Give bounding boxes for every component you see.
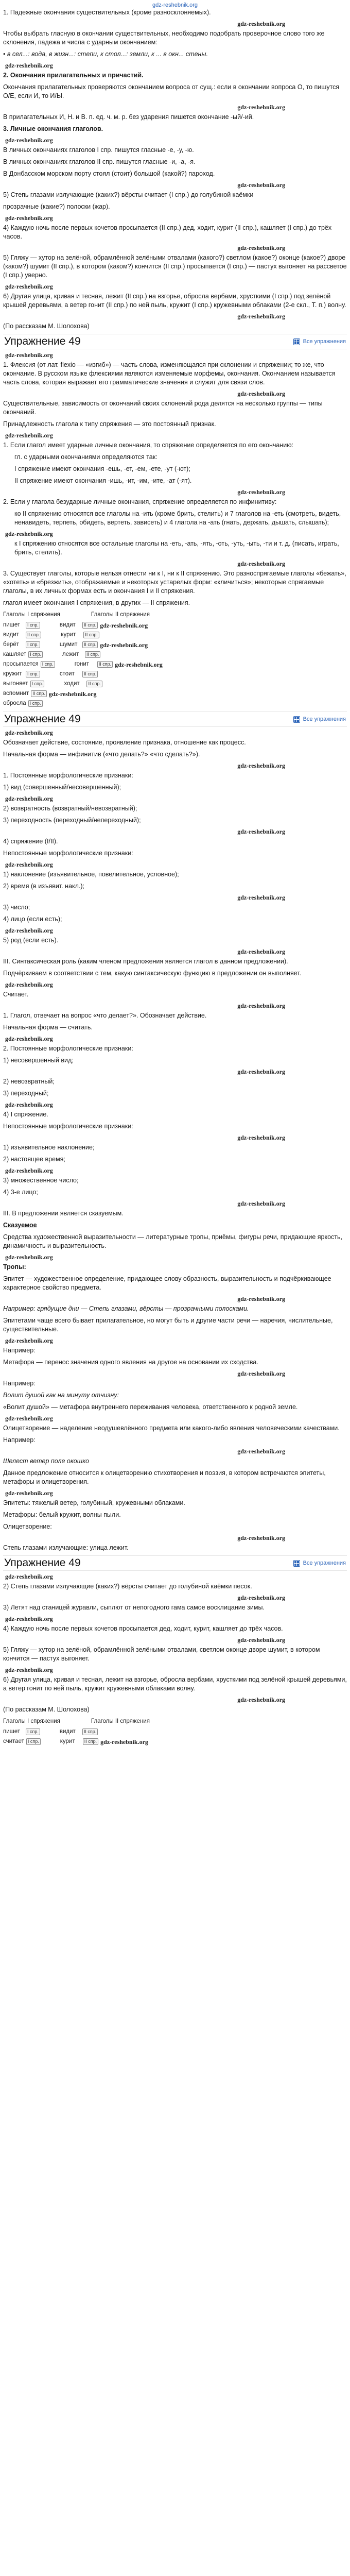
block-3 xyxy=(3,729,347,1218)
tag: I спр. xyxy=(28,651,43,658)
paragraph: 4) Каждую ночь после первых кочетов просыпается (II спр.) дед, ходит, курит (II спр.), кашляет (I спр.) до трёх часов. xyxy=(3,224,332,240)
watermark: gdz-reshebnik.org xyxy=(5,62,53,69)
watermark: gdz-reshebnik.org xyxy=(100,621,148,629)
paragraph: Метафоры: белый кружит, волны пыли. xyxy=(3,1511,121,1518)
paragraph: 2. Постоянные морфологические признаки: xyxy=(3,1045,133,1052)
watermark: gdz-reshebnik.org xyxy=(237,390,285,397)
paragraph: Эпитеты: тяжелый ветер, голубиный, кружевными облаками. xyxy=(3,1499,185,1506)
tag: II спр. xyxy=(82,1728,98,1735)
watermark: gdz-reshebnik.org xyxy=(5,214,53,222)
paragraph: 3) множественное число; xyxy=(3,1177,79,1184)
paragraph: 2) возвратность (возвратный/невозвратный); xyxy=(3,805,137,812)
verb: стоит xyxy=(59,671,75,677)
tag: II спр. xyxy=(83,632,99,638)
watermark: gdz-reshebnik.org xyxy=(237,1295,285,1302)
paragraph: 1. Глагол, отвечает на вопрос «что делает?». Обозначает действие. xyxy=(3,1012,207,1019)
watermark: gdz-reshebnik.org xyxy=(237,1134,285,1141)
verb: считает xyxy=(3,1738,24,1744)
watermark: gdz-reshebnik.org xyxy=(237,1696,285,1703)
paragraph: 3) число; xyxy=(3,904,30,911)
paragraph: В прилагательных И, Н. и В. п. ед. ч. м. р. без ударения пишется окончание -ый/-ий. xyxy=(3,113,254,121)
paragraph: 3. Личные окончания глаголов. xyxy=(3,125,103,132)
paragraph: Данное предложение относится к олицетворению стихотворения и поэзия, в котором встречаются эпитеты, метафоры и олицетворения. xyxy=(3,1469,326,1485)
paragraph: 1. Постоянные морфологические признаки: xyxy=(3,772,133,779)
exercise-header xyxy=(3,1555,347,1571)
paragraph: 3. Существует глаголы, которые нельзя отнести ни к I, ни к II спряжению. Это разноспрягаемые глаголы «бежать», «хотеть» и «брезжить», отображаемые и некоторых устарелых форм: «кличиться»; некоторые спрягаемые глаголы, в их личных формах есть и окончания I и II спряжения. xyxy=(3,570,346,595)
watermark: gdz-reshebnik.org xyxy=(237,20,285,27)
paragraph: Обозначает действие, состояние, проявление признака, отношение как процесс. xyxy=(3,739,246,746)
paragraph: Принадлежность глагола к типу спряжения — это постоянный признак. xyxy=(3,420,216,428)
watermark: gdz-reshebnik.org xyxy=(237,1068,285,1075)
table-header xyxy=(3,611,347,619)
watermark: gdz-reshebnik.org xyxy=(237,181,285,189)
watermark: gdz-reshebnik.org xyxy=(237,1002,285,1009)
block-4 xyxy=(3,1221,347,1552)
verb: гонит xyxy=(74,661,90,667)
watermark: gdz-reshebnik.org xyxy=(237,244,285,251)
watermark: gdz-reshebnik.org xyxy=(5,1573,53,1580)
watermark: gdz-reshebnik.org xyxy=(237,560,285,567)
paragraph: Окончания прилагательных проверяются окончанием вопроса от сущ.: если в окончании вопроса О, то пишутся О/Е, если И, то И/Ы. xyxy=(3,83,340,99)
paragraph: Метафора — перенос значения одного явления на другое на основании их сходства. xyxy=(3,1359,258,1366)
paragraph: Степь глазами излучающие: улица лежит. xyxy=(3,1544,129,1551)
grid-icon xyxy=(293,1560,300,1567)
paragraph: Эпитет — художественное определение, придающее слову образность, выразительность и подчёркивающее характерное свойство предмета. xyxy=(3,1275,331,1291)
watermark: gdz-reshebnik.org xyxy=(5,795,53,802)
table-row xyxy=(3,620,347,630)
watermark: gdz-reshebnik.org xyxy=(237,828,285,835)
verb: берёт xyxy=(3,641,19,648)
paragraph: Чтобы выбрать гласную в окончании существительных, необходимо подобрать проверочное слово того же склонения, падежа и числа с ударным окончанием: xyxy=(3,30,325,46)
tag: II спр. xyxy=(86,681,102,687)
paragraph: • в сел...: вода, в жизн...: степи, к стол...: земли, к ... в окн... стены. xyxy=(3,50,208,58)
paragraph: Начальная форма — инфинитив («что делать?» «что сделать?»). xyxy=(3,751,200,758)
paragraph: Подчёркиваем в соответствии с тем, какую синтаксическую функцию в предложении он выполняет. xyxy=(3,970,302,977)
tag: II спр. xyxy=(26,632,41,638)
all-exercises-label[interactable]: Все упражнения xyxy=(303,716,346,722)
exercise-title: Упражнение 49 xyxy=(4,713,81,725)
paragraph: «Волит душой» — метафора внутреннего переживания человека, ответственного к родной земле. xyxy=(3,1403,298,1411)
watermark: gdz-reshebnik.org xyxy=(5,137,53,144)
paragraph: 1) вид (совершенный/несовершенный); xyxy=(3,784,121,791)
watermark: gdz-reshebnik.org xyxy=(5,351,53,359)
paragraph: 3) переходный; xyxy=(3,1090,49,1097)
paragraph: (По рассказам М. Шолохова) xyxy=(3,323,90,330)
watermark: gdz-reshebnik.org xyxy=(237,1636,285,1643)
paragraph: 4) I спряжение. xyxy=(3,1111,48,1118)
table-header xyxy=(3,1717,347,1726)
watermark: gdz-reshebnik.org xyxy=(237,1594,285,1601)
tag: II спр. xyxy=(31,690,46,697)
paragraph: Средства художественной выразительности — литературные тропы, приёмы, фигуры речи, придающие яркость, динамичность и выразительность. xyxy=(3,1233,343,1249)
paragraph: Непостоянные морфологические признаки: xyxy=(3,1123,133,1130)
exercise-title: Упражнение 49 xyxy=(4,1557,81,1569)
watermark: gdz-reshebnik.org xyxy=(5,1615,53,1622)
paragraph: глагол имеет окончания I спряжения, в других — II спряжения. xyxy=(3,599,190,606)
verb: видит xyxy=(59,622,76,628)
paragraph: Непостоянные морфологические признаки: xyxy=(3,850,133,857)
watermark: gdz-reshebnik.org xyxy=(5,927,53,934)
paragraph: 2) невозвратный; xyxy=(3,1078,55,1085)
paragraph: (По рассказам М. Шолохова) xyxy=(3,1706,90,1713)
verb: курит xyxy=(61,632,76,638)
watermark: gdz-reshebnik.org xyxy=(237,894,285,901)
paragraph: ко II спряжению относятся все глаголы на -ить (кроме брить, стелить) и 7 глаголов на -еть (смотреть, видеть, ненавидеть, терпеть, обидеть, вертеть, зависеть) и 4 глагола на -ать (гнать, держать, дышать, слышать); xyxy=(14,510,341,526)
table-row xyxy=(3,669,347,679)
paragraph: 4) 3-е лицо; xyxy=(3,1189,38,1196)
paragraph: 2. Окончания прилагательных и причастий. xyxy=(3,72,144,79)
table-row xyxy=(3,689,347,699)
verb: просыпается xyxy=(3,661,39,667)
paragraph: 5) Степь глазами излучающие (каких?) вёрсты считает (I спр.) до голубиной каёмки xyxy=(3,191,254,198)
tag: I спр. xyxy=(26,641,40,648)
watermark: gdz-reshebnik.org xyxy=(237,488,285,496)
watermark: gdz-reshebnik.org xyxy=(5,1253,53,1261)
all-exercises-label[interactable]: Все упражнения xyxy=(303,338,346,345)
table-row xyxy=(3,1737,347,1747)
paragraph: II спряжение имеют окончания -ишь, -ит, -им, -ите, -ат (-ят). xyxy=(14,477,192,484)
verb: вспомнит xyxy=(3,690,29,697)
tag: I спр. xyxy=(30,681,45,687)
table-row xyxy=(3,630,347,640)
all-exercises-label[interactable]: Все упражнения xyxy=(303,1560,346,1566)
watermark: gdz-reshebnik.org xyxy=(5,1167,53,1174)
paragraph: Эпитетами чаще всего бывает прилагательное, но могут быть и другие части речи — наречия, числительные, существительные. xyxy=(3,1317,333,1333)
watermark: gdz-reshebnik.org xyxy=(5,1666,53,1673)
paragraph: 6) Другая улица, кривая и тесная, лежит на взгорье, обросла вербами, хрусткими под зелёной крышей деревьями, а ветер гонит по ней пыль, кружит кружевными облаками волну. xyxy=(3,1676,347,1692)
tag: II спр. xyxy=(82,671,98,677)
verb: кружит xyxy=(3,671,22,677)
paragraph: III. В предложении является сказуемым. xyxy=(3,1210,124,1217)
tag: II спр. xyxy=(83,1738,98,1745)
paragraph: 3) Летят над станицей журавли, сыплют от непогодного гама самое восклицание зимы. xyxy=(3,1604,265,1611)
paragraph: 6) Другая улица, кривая и тесная, лежит (II спр.) на взгорье, обросла вербами, хрусткими (I спр.) под зелёной крышей деревьями, а ветер гонит (II спр.) по ней пыль, кружит (I спр.) кружевными облаками (2-е скл., Т. п.) волну. xyxy=(3,293,346,309)
grid-icon xyxy=(293,716,300,723)
watermark: gdz-reshebnik.org xyxy=(237,948,285,955)
verb: пишет xyxy=(3,1728,21,1735)
paragraph: Олицетворение — наделение неодушевлённого предмета или какого-либо явления человеческими качествами. xyxy=(3,1425,340,1432)
verb: видит xyxy=(3,632,19,638)
paragraph: III. Синтаксическая роль (каким членом предложения является глагол в данном предложении). xyxy=(3,958,288,965)
section-heading: Сказуемое xyxy=(3,1222,37,1229)
watermark: gdz-reshebnik.org xyxy=(5,1489,53,1497)
paragraph: к I спряжению относятся все остальные глаголы на -еть, -ать, -ять, -оть, -уть, -ыть, -ти и т. д. (писать, играть, брить, стелить). xyxy=(14,540,339,556)
table-row xyxy=(3,1727,347,1737)
tag: II спр. xyxy=(82,622,98,629)
verb: пишет xyxy=(3,622,21,628)
watermark: gdz-reshebnik.org xyxy=(237,104,285,111)
watermark: gdz-reshebnik.org xyxy=(237,762,285,769)
verb-table-1 xyxy=(3,611,347,708)
paragraph: 1. Падежные окончания существительных (кроме разносклоняемых). xyxy=(3,9,211,16)
paragraph: 4) лицо (если есть); xyxy=(3,916,62,923)
paragraph: Существительные, зависимость от окончаний своих склонений рода делятся на несколько группы — типы окончаний. xyxy=(3,400,323,416)
verb: выгоняет xyxy=(3,681,28,687)
watermark: gdz-reshebnik.org xyxy=(5,729,53,736)
watermark: gdz-reshebnik.org xyxy=(115,660,163,668)
paragraph: 5) род (если есть). xyxy=(3,937,59,944)
paragraph: Например: грядущие дни — Степь глазами, вёрсты — прозрачными полосками. xyxy=(3,1305,249,1312)
tag: II спр. xyxy=(85,651,100,658)
verb: кашляет xyxy=(3,651,27,657)
paragraph: Волит душой как на минуту отчизну: xyxy=(3,1392,119,1399)
tag: I спр. xyxy=(41,661,55,668)
col-header: Глаголы I спряжения xyxy=(3,612,60,618)
watermark: gdz-reshebnik.org xyxy=(5,1337,53,1344)
paragraph: 5) Гляжу — хутор на зелёной, обрамлённой зелёными отвалами (какого?) светлом (какое?) оконце (какое?) дворе (каком?) шумит (II спр.), в котором (каком?) кончится (II спр.) просыпается (I спр.) — пастух выгоняет на рассветое (I спр.) уверно. xyxy=(3,254,347,279)
table-row xyxy=(3,659,347,669)
paragraph: I спряжение имеют окончания -ешь, -ет, -ем, -ете, -ут (-ют); xyxy=(14,465,190,472)
verb: ходит xyxy=(64,681,80,687)
paragraph: 4) спряжение (I/II). xyxy=(3,838,58,845)
tag: I спр. xyxy=(26,1728,40,1735)
paragraph: В Донбасском морском порту стоял (стоит) большой (какой?) пароход. xyxy=(3,170,215,177)
block-1 xyxy=(3,8,347,331)
verb-table-2 xyxy=(3,1717,347,1747)
paragraph: Начальная форма — считать. xyxy=(3,1024,93,1031)
paragraph: 4) Каждую ночь после первых кочетов просыпается дед, ходит, курит, кашляет до трёх часов. xyxy=(3,1625,283,1632)
watermark: gdz-reshebnik.org xyxy=(5,1101,53,1108)
exercise-header xyxy=(3,711,347,727)
site-top-text[interactable]: gdz-reshebnik.org xyxy=(152,2,198,8)
paragraph: 1) несовершенный вид; xyxy=(3,1057,74,1064)
paragraph: 3) переходность (переходный/непереходный); xyxy=(3,817,141,824)
paragraph: Например: xyxy=(3,1347,36,1354)
watermark: gdz-reshebnik.org xyxy=(100,641,148,649)
paragraph: 2. Если у глагола безударные личные окончания, спряжение определяется по инфинитиву: xyxy=(3,498,277,505)
paragraph: 2) время (в изъявит. накл.); xyxy=(3,883,85,890)
col-header: Глаголы II спряжения xyxy=(91,612,150,618)
col-header: Глаголы I спряжения xyxy=(3,1718,60,1724)
paragraph: Например: xyxy=(3,1436,36,1444)
site-top-link[interactable] xyxy=(3,0,347,8)
verb: курит xyxy=(60,1738,75,1744)
verb: лежит xyxy=(62,651,79,657)
paragraph: гл. с ударными окончаниями определяются так: xyxy=(14,453,157,461)
watermark: gdz-reshebnik.org xyxy=(5,981,53,988)
watermark: gdz-reshebnik.org xyxy=(5,861,53,868)
paragraph: 1) наклонение (изъявительное, повелительное, условное); xyxy=(3,871,179,878)
paragraph: Например: xyxy=(3,1380,36,1387)
all-exercises-link[interactable] xyxy=(293,715,346,724)
watermark: gdz-reshebnik.org xyxy=(100,1738,148,1745)
paragraph: Олицетворение: xyxy=(3,1523,52,1530)
paragraph: В личных окончаниях глаголов I спр. пишутся гласные -е, -у, -ю. xyxy=(3,146,194,154)
paragraph: Тропы: xyxy=(3,1263,26,1270)
paragraph: Считает. xyxy=(3,991,29,998)
paragraph: 1. Если глагол имеет ударные личные окончания, то спряжение определяется по его окончанию: xyxy=(3,442,294,449)
tag: I спр. xyxy=(28,700,43,707)
watermark: gdz-reshebnik.org xyxy=(237,313,285,320)
block-2 xyxy=(3,351,347,607)
paragraph: 2) Степь глазами излучающие (каких?) вёрсты считает до голубиной каёмки песок. xyxy=(3,1583,252,1590)
paragraph: В личных окончаниях глаголов II спр. пишутся гласные -и, -а, -я. xyxy=(3,158,196,165)
watermark: gdz-reshebnik.org xyxy=(5,432,53,439)
watermark: gdz-reshebnik.org xyxy=(237,1200,285,1207)
tag: I спр. xyxy=(26,1738,41,1745)
watermark: gdz-reshebnik.org xyxy=(5,1035,53,1042)
exercise-title: Упражнение 49 xyxy=(4,335,81,347)
table-row xyxy=(3,699,347,708)
table-row xyxy=(3,650,347,659)
tag: I спр. xyxy=(26,671,40,677)
watermark: gdz-reshebnik.org xyxy=(237,1534,285,1541)
watermark: gdz-reshebnik.org xyxy=(237,1370,285,1377)
verb: обросла xyxy=(3,700,26,706)
col-header: Глаголы II спряжения xyxy=(91,1718,150,1724)
paragraph: 5) Гляжу — хутор на зелёной, обрамлённой зелёными отвалами, светлом оконце дворе шумит, в котором кончится — пастух выгоняет. xyxy=(3,1646,320,1662)
exercise-header xyxy=(3,334,347,349)
watermark: gdz-reshebnik.org xyxy=(237,1448,285,1455)
grid-icon xyxy=(293,338,300,345)
paragraph: Шелест ветер поле окошко xyxy=(3,1458,89,1465)
tag: II спр. xyxy=(82,641,98,648)
paragraph: 2) настоящее время; xyxy=(3,1156,65,1163)
table-row xyxy=(3,640,347,650)
watermark: gdz-reshebnik.org xyxy=(5,283,53,290)
all-exercises-link[interactable] xyxy=(293,1559,346,1568)
tag: II спр. xyxy=(97,661,113,668)
verb: шумит xyxy=(59,641,78,648)
table-row xyxy=(3,679,347,689)
paragraph: 1. Флексия (от лат. flexio — «изгиб») — часть слова, изменяющаяся при склонении и спряжении; то же, что окончание. В русском языке флексиями являются изменяемые морфемы, окончания. Окончанием называется часть слова, которая выражает его грамматические значения и служит для связи слов. xyxy=(3,361,336,386)
all-exercises-link[interactable] xyxy=(293,337,346,346)
tag: I спр. xyxy=(26,622,40,629)
verb: видит xyxy=(59,1728,76,1735)
paragraph: прозрачные (какие?) полоски (жар). xyxy=(3,203,110,210)
block-5 xyxy=(3,1573,347,1714)
paragraph: 1) изъявительное наклонение; xyxy=(3,1144,95,1151)
watermark: gdz-reshebnik.org xyxy=(5,530,53,537)
watermark: gdz-reshebnik.org xyxy=(48,690,97,698)
watermark: gdz-reshebnik.org xyxy=(5,1415,53,1422)
